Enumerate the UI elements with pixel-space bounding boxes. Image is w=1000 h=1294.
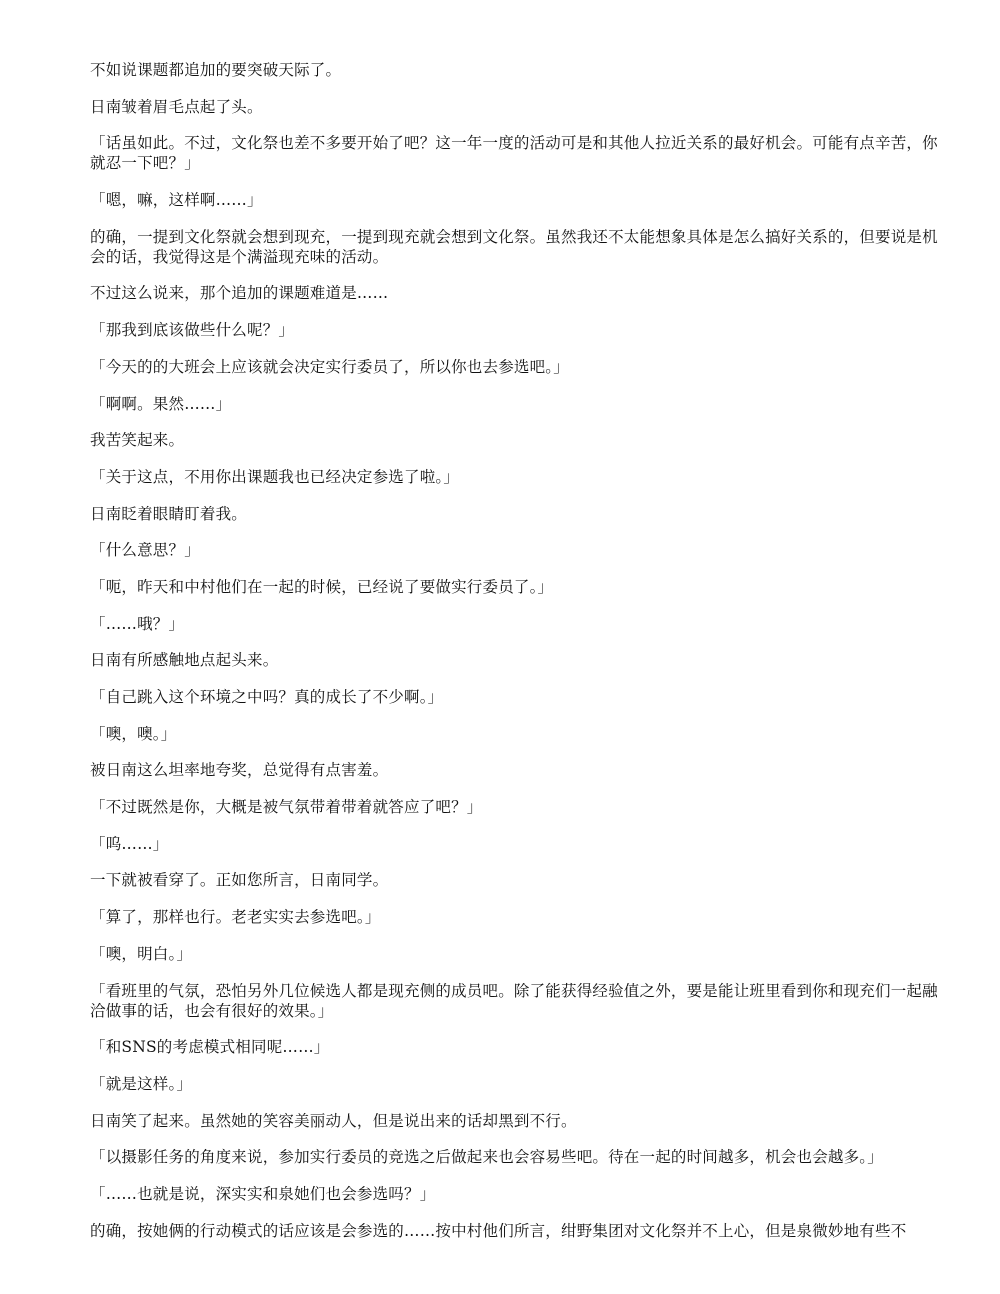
paragraph: 不如说课题都追加的要突破天际了。	[90, 61, 342, 79]
paragraph: 「……哦？」	[90, 614, 185, 633]
paragraph: 「看班里的气氛，恐怕另外几位候选人都是现充侧的成员吧。除了能获得经验值之外，要是能让班里看到你和现充们一起融洽做事的话，也会有很好的效果。」	[90, 981, 938, 1020]
paragraph: 我苦笑起来。	[90, 431, 185, 450]
paragraph: 「啊啊。果然……」	[90, 394, 232, 413]
paragraph: 的确，按她俩的行动模式的话应该是会参选的……按中村他们所言，绀野集团对文化祭并不上心，但是泉微妙地有些不	[90, 1221, 907, 1240]
paragraph: 日南笑了起来。虽然她的笑容美丽动人，但是说出来的话却黑到不行。	[90, 1111, 577, 1130]
paragraph: 「关于这点，不用你出课题我也已经决定参选了啦。」	[90, 467, 460, 486]
paragraph: 「以摄影任务的角度来说，参加实行委员的竞选之后做起来也会容易些吧。待在一起的时间越多，机会也会越多。」	[90, 1148, 883, 1167]
paragraph: 「算了，那样也行。老老实实去参选吧。」	[90, 908, 381, 927]
paragraph: 日南眨着眼睛盯着我。	[90, 504, 248, 523]
paragraph: 「今天的的大班会上应该就会决定实行委员了，所以你也去参选吧。」	[90, 357, 569, 376]
paragraph: 「嗯，嘛，这样啊……」	[90, 191, 263, 210]
paragraph: 不过这么说来，那个追加的课题难道是……	[90, 284, 389, 303]
paragraph: 「……也就是说，深实实和泉她们也会参选吗？」	[90, 1184, 436, 1203]
paragraph: 「噢，明白。」	[90, 944, 193, 963]
paragraph: 「呜……」	[90, 834, 169, 853]
paragraph: 「自己跳入这个环境之中吗？真的成长了不少啊。」	[90, 688, 444, 706]
paragraph: 的确，一提到文化祭就会想到现充，一提到现充就会想到文化祭。虽然我还不太能想象具体是怎么搞好关系的，但要说是机会的话，我觉得这是个满溢现充味的活动。	[90, 227, 938, 266]
paragraph: 「就是这样。」	[90, 1074, 193, 1093]
paragraph: 「什么意思？」	[90, 541, 200, 560]
paragraph: 「话虽如此。不过，文化祭也差不多要开始了吧？这一年一度的活动可是和其他人拉近关系的最好机会。可能有点辛苦，你就忍一下吧？」	[90, 134, 938, 173]
paragraph: 被日南这么坦率地夸奖，总觉得有点害羞。	[90, 761, 389, 780]
document-page	[90, 60, 940, 1257]
paragraph: 「噢，噢。」	[90, 724, 177, 743]
paragraph: 一下就被看穿了。正如您所言，日南同学。	[90, 871, 389, 890]
paragraph: 日南皱着眉毛点起了头。	[90, 97, 263, 116]
paragraph: 「呃，昨天和中村他们在一起的时候，已经说了要做实行委员了。」	[90, 577, 554, 596]
paragraph: 「不过既然是你，大概是被气氛带着带着就答应了吧？」	[90, 798, 483, 817]
paragraph: 「和SNS的考虑模式相同呢……」	[90, 1038, 330, 1057]
paragraph: 「那我到底该做些什么呢？」	[90, 321, 295, 340]
paragraph: 日南有所感触地点起头来。	[90, 651, 279, 670]
